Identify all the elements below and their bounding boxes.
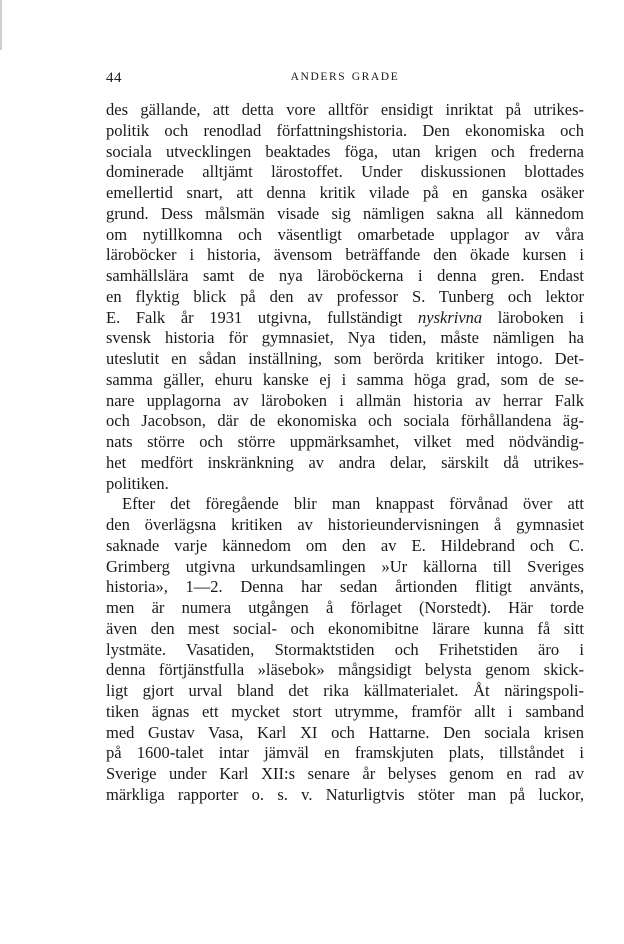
- text-line: uteslutit en sådan inställning, som berörda kritiker intogo. Det-: [106, 349, 584, 368]
- text-line: om nytillkomna och väsentligt omarbetade upplagor av våra: [106, 224, 584, 244]
- paragraph-end-line: politiken.: [106, 473, 169, 493]
- page-number: 44: [106, 70, 122, 86]
- text-line: het medfört inskränkning av andra delar, särskilt då utrikes-: [106, 452, 584, 472]
- text-line: saknade varje kännedom om den av E. Hildebrand och C.: [106, 535, 584, 555]
- text-line: lystmäte. Vasatiden, Stormaktstiden och Frihetstiden äro i: [106, 639, 584, 659]
- text-line: en flyktig blick på den av professor S. Tunberg och lektor: [106, 286, 584, 306]
- text-line: nats större och större uppmärksamhet, vilket med nödvändig-: [106, 432, 584, 451]
- paragraph-start-line: Efter det föregående blir man knappast förvånad över att: [122, 494, 584, 514]
- text-line: tiken ägnas ett mycket stort utrymme, framför allt i samband: [106, 701, 584, 721]
- text-line: nare upplagorna av läroboken i allmän historia av herrar Falk: [106, 390, 584, 410]
- text-line: på 1600-talet intar jämväl en framskjuten plats, tillståndet i: [106, 743, 584, 763]
- text-line: des gällande, att detta vore alltför ensidigt inriktat på utrikes-: [106, 100, 584, 119]
- text-line: dominerade alltjämt lärostoffet. Under diskussionen blottades: [106, 162, 584, 182]
- text-line: även den mest social- och ekonomibitne lärare kunna få sitt: [106, 618, 584, 638]
- text-line: samma gäller, ehuru kanske ej i samma höga grad, som de se-: [106, 369, 584, 389]
- page-header: [106, 70, 584, 92]
- text-line: denna förtjänstfulla »läsebok» mångsidigt belysta genom skick-: [106, 660, 584, 680]
- text-line: grund. Dess målsmän visade sig nämligen sakna all kännedom: [106, 203, 584, 223]
- text-line: Grimberg utgivna urkundsamlingen »Ur källorna till Sveriges: [106, 556, 584, 576]
- text-line: sociala utvecklingen beaktades föga, utan krigen och frederna: [106, 141, 584, 161]
- page-edge-line: [0, 0, 2, 50]
- text-line: svensk historia för gymnasiet, Nya tiden, måste nämligen ha: [106, 328, 584, 348]
- text-line: med Gustav Vasa, Karl XI och Hattarne. Den sociala krisen: [106, 722, 584, 742]
- italic-word: nyskrivna: [418, 307, 483, 327]
- text-line-with-italic: [106, 308, 584, 329]
- text-line: ligt gjort urval bland det rika källmaterialet. Åt näringspoli-: [106, 681, 584, 700]
- text-line: historia», 1—2. Denna har sedan årtionden flitigt använts,: [106, 577, 584, 597]
- text-line: läroböcker i historia, ävensom beträffande den ökade kursen i: [106, 245, 584, 265]
- text-line: Sverige under Karl XII:s senare år belyses genom en rad av: [106, 764, 584, 783]
- text-line: och Jacobson, där de ekonomiska och sociala förhållandena äg-: [106, 411, 584, 431]
- running-head: ANDERS GRADE: [290, 71, 400, 83]
- text-line: politik och renodlad författningshistoria. Den ekonomiska och: [106, 120, 584, 140]
- body-text: [106, 100, 584, 806]
- text-line: märkliga rapporter o. s. v. Naturligtvis stöter man på luckor,: [106, 784, 584, 804]
- text-segment: E. Falk år 1931 utgivna, fullständigt: [106, 307, 418, 327]
- text-line: den överlägsna kritiken av historieundervisningen å gymnasiet: [106, 515, 584, 534]
- text-line: emellertid snart, att denna kritik vilade på en ganska osäker: [106, 183, 584, 202]
- text-line: samhällslära samt de nya läroböckerna i denna gren. Endast: [106, 266, 584, 285]
- text-line: men är numera utgången å förlaget (Norstedt). Här torde: [106, 598, 584, 617]
- text-segment: läroboken i: [482, 307, 585, 327]
